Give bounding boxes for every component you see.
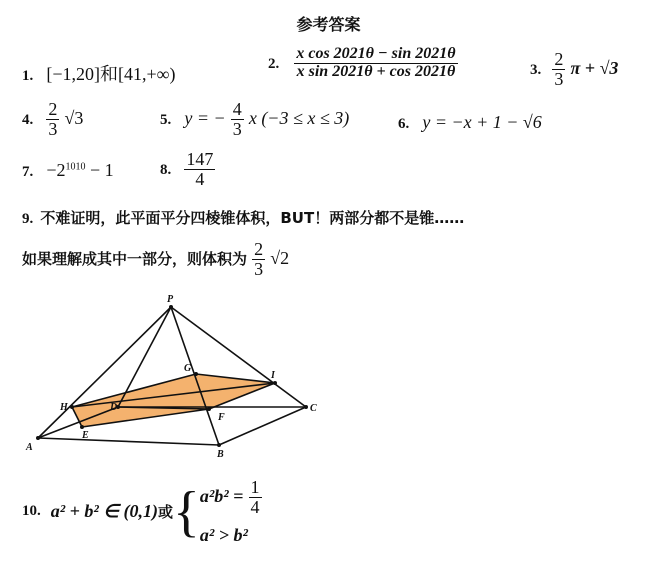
item-number: 9. [22,211,34,227]
fraction-denominator: x sin 2021θ + cos 2021θ [296,62,456,80]
fraction-denominator: 3 [48,118,58,139]
label-D: D [110,402,118,413]
fraction-numerator: 147 [186,149,214,169]
label-B: B [217,449,224,460]
answer-6-text: y = −x + 1 − √6 [422,112,542,132]
answer-9-line2-text: 如果理解成其中一部分，则体积为 [22,249,248,268]
fraction-numerator: 2 [554,49,564,69]
item-number: 7. [22,164,34,180]
fraction-numerator: 4 [232,99,242,119]
answer-5 [160,100,349,139]
point-F [207,407,211,411]
fraction-numerator: x cos 2021θ − sin 2021θ [296,45,456,62]
fraction-denominator: 4 [250,496,260,517]
answer-3-fraction [552,50,565,89]
answer-4 [22,100,83,139]
page-title: 参考答案 [296,15,361,34]
edge-BC [219,407,306,445]
fraction-numerator: 2 [254,239,264,259]
label-F: F [218,412,225,423]
answer-7-exponent: 1010 [65,161,86,173]
label-H: H [60,402,68,413]
system-eq-1-fraction [249,478,262,517]
answer-3 [530,50,618,89]
point-I [273,381,277,385]
label-G: G [184,363,192,374]
edge-AB [38,438,219,445]
fraction-denominator: 3 [254,258,264,279]
item-number: 2. [268,55,280,72]
answer-5-rest: x (−3 ≤ x ≤ 3) [248,107,350,128]
answer-1 [22,60,175,86]
answer-4-rest: √3 [64,107,84,128]
answer-4-fraction [46,100,59,139]
answer-9-fraction [252,240,265,279]
answer-10-system [200,478,262,546]
fraction-numerator: 2 [48,99,58,119]
point-E [80,425,84,429]
answer-7-rest: − 1 [85,160,114,180]
answer-9-line2 [22,240,289,279]
answer-10-lhs: a² + b² ∈ (0,1) [50,501,158,522]
item-number: 10. [22,503,41,520]
answer-10 [22,478,262,546]
item-number: 4. [22,111,34,128]
answer-3-rest: π + √3 [570,57,619,78]
answer-2-fraction [294,46,457,81]
item-number: 3. [530,61,542,78]
answer-9-text: 不难证明，此平面平分四棱锥体积，BUT！两部分都不是锥…… [40,209,465,227]
label-A: A [26,442,33,453]
answer-5-fraction [231,100,244,139]
fraction-denominator: 3 [232,118,242,139]
answer-8-fraction [184,150,215,189]
label-E: E [82,430,89,441]
point-G [194,372,198,376]
point-B [217,443,221,447]
cross-section-fill [72,374,275,427]
answer-5-lhs: y = − [184,107,226,128]
point-P [169,305,173,309]
answer-9-rest: √2 [270,247,290,268]
system-eq-1-lhs: a²b² = [199,485,244,506]
label-C: C [310,403,317,414]
label-I: I [271,370,275,381]
pyramid-figure [0,290,340,465]
answer-1-text: [−1,20]和[41,+∞) [46,64,176,84]
label-P: P [167,294,174,305]
answer-7-base: −2 [46,160,66,180]
answer-2 [268,46,458,81]
system-eq-2: a² > b² [199,524,248,545]
answer-10-or: 或 [157,503,173,522]
answer-6 [398,112,542,133]
fraction-denominator: 3 [554,68,564,89]
fraction-denominator: 4 [195,168,205,189]
item-number: 1. [22,68,34,84]
item-number: 5. [160,111,172,128]
answer-8 [160,150,215,189]
point-H [70,405,74,409]
system-brace: { [172,480,200,543]
point-C [304,405,308,409]
item-number: 8. [160,161,172,178]
answer-7 [22,160,114,181]
fraction-numerator: 1 [250,477,260,497]
point-A [36,436,40,440]
answer-9 [22,207,464,228]
item-number: 6. [398,116,410,132]
